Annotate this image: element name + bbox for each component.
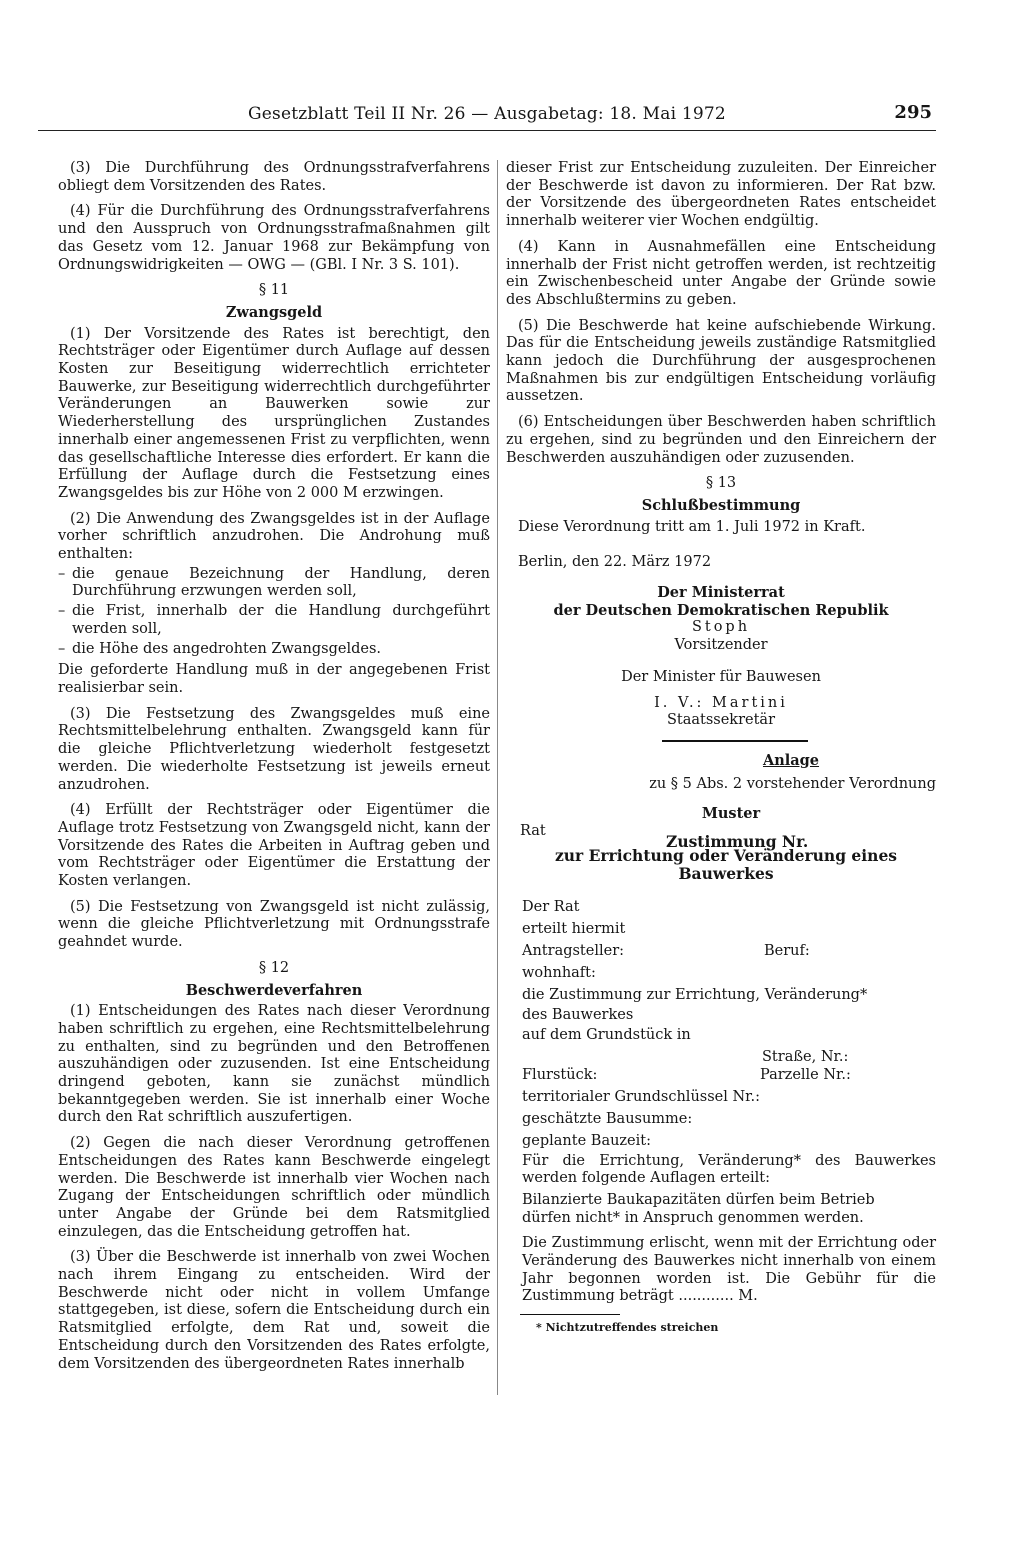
form-label-wohnhaft: wohnhaft: — [522, 964, 596, 981]
form-row — [522, 1111, 936, 1133]
separator-rule — [662, 740, 808, 742]
header-title: Gesetzblatt Teil II Nr. 26 — Ausgabetag: 18. Mai 1972 — [248, 104, 726, 124]
form-label-bauzeit: geplante Bauzeit: — [522, 1132, 651, 1149]
signature-minister: Der Minister für Bauwesen — [621, 668, 821, 685]
list-item: – die Frist, innerhalb der die Handlung durchgeführt werden soll, — [58, 603, 490, 638]
paragraph: dieser Frist zur Entscheidung zuzuleiten. Der Einreicher der Beschwerde ist davon zu informieren. Der Rat bzw. der Vorsitzende des übergeordneten Rates entscheidet innerhalb weiterer vier Wochen endgültig. — [506, 160, 936, 230]
column-divider — [497, 160, 498, 1395]
form-erlischt: Die Zustimmung erlischt, wenn mit der Errichtung oder Veränderung des Bauwerkes nicht innerhalb von einem Jahr begonnen worden ist. Die Gebühr für die Zustimmung beträgt ............ M. — [522, 1235, 936, 1305]
paragraph: (4) Erfüllt der Rechtsträger oder Eigentümer die Auflage trotz Festsetzung von Zwangsgeld nicht, kann der Vorsitzende des Rates die Arbeiten in Auftrag geben und vom Rechtsträger oder Eigentümer die Erstattung der Kosten verlangen. — [58, 802, 490, 890]
left-column — [58, 160, 490, 1381]
section-title: Beschwerdeverfahren — [185, 981, 363, 999]
annex-title: Anlage — [762, 751, 820, 769]
signature-name: I. V.: Martini — [654, 694, 788, 711]
form-row — [522, 965, 936, 987]
footnote-rule — [520, 1314, 620, 1315]
paragraph: (4) Kann in Ausnahmefällen eine Entscheidung innerhalb der Frist nicht getroffen werden, ist rechtzeitig ein Zwischenbescheid unter Angabe der Gründe sowie des Abschlußtermins zu geben. — [506, 238, 936, 308]
section-title: Zwangsgeld — [225, 303, 323, 321]
form-label-strasse: Straße, Nr.: — [762, 1048, 849, 1065]
form-label-antragsteller: Antragsteller: — [522, 942, 625, 959]
header-rule — [38, 130, 936, 131]
paragraph: (1) Entscheidungen des Rates nach dieser Verordnung haben schriftlich zu ergehen, eine Rechtsmittelbelehrung zu enthalten, sind zu begründen und den Betroffenen auszuhändigen oder zuzusenden. Ist eine Entscheidung dringend geboten, kann sie zunächst mündlich bekanntgegeben werden. Sie ist innerhalb einer Woche durch den Rat schriftlich auszufertigen. — [58, 1003, 490, 1126]
paragraph: (3) Die Festsetzung des Zwangsgeldes muß eine Rechtsmittelbelehrung enthalten. Zwangsgeld kann für die gleiche Pflichtverletzung wiederholt festgesetzt werden. Die wiederholte Festsetzung ist jeweils erneut anzudrohen. — [58, 705, 490, 793]
form-row — [522, 1007, 936, 1027]
form-label-flurstueck: Flurstück: — [522, 1066, 598, 1083]
form-label-grundschluessel: territorialer Grundschlüssel Nr.: — [522, 1088, 761, 1105]
form-bilanzierte-1: Bilanzierte Baukapazitäten dürfen beim Betrieb — [522, 1191, 875, 1208]
paragraph: (2) Die Anwendung des Zwangsgeldes ist in der Auflage vorher schriftlich anzudrohen. Die Androhung muß enthalten: — [58, 510, 490, 563]
paragraph: (1) Der Vorsitzende des Rates ist berechtigt, den Rechtsträger oder Eigentümer durch Auflage auf dessen Kosten zur Beseitigung widerrechtlich errichteter Bauwerke, zur Beseitigung widerrechtlich durchgeführter Veränderungen an Bauwerken sowie zur Wiederherstellung des ursprünglichen Zustandes innerhalb einer angemessenen Frist zu verpflichten, wenn das gesellschaftliche Interesse dies erfordert. Er kann die Erfüllung der Auflage durch die Festsetzung eines Zwangsgeldes bis zur Höhe von 2 000 M erzwingen. — [58, 325, 490, 501]
form-label-erteilt: erteilt hiermit — [522, 920, 626, 937]
paragraph: (4) Für die Durchführung des Ordnungsstrafverfahrens und den Ausspruch von Ordnungsstrafmaßnahmen gilt das Gesetz vom 12. Januar 1968 zur Bekämpfung von Ordnungswidrigkeiten — OWG — (GBl. I Nr. 3 S. 101). — [58, 203, 490, 273]
paragraph: (3) Die Durchführung des Ordnungsstrafverfahrens obliegt dem Vorsitzenden des Rates. — [58, 160, 490, 194]
signature-block — [506, 584, 936, 730]
form-auflagen: Für die Errichtung, Veränderung* des Bauwerkes werden folgende Auflagen erteilt: — [522, 1152, 936, 1187]
signature-name: Stoph — [691, 619, 751, 636]
annex-reference: zu § 5 Abs. 2 vorstehender Verordnung — [649, 775, 936, 792]
form-title-number: Zustimmung Nr. — [666, 832, 809, 852]
form-row — [522, 943, 936, 965]
form-label-beruf: Beruf: — [764, 942, 810, 959]
form-row — [522, 921, 936, 943]
section-title: Schlußbestimmung — [641, 496, 801, 514]
footnote: * Nichtzutreffendes streichen — [536, 1321, 719, 1335]
page-header — [40, 100, 940, 130]
dash-list — [58, 566, 490, 659]
signature-org: der Deutschen Demokratischen Republik — [553, 601, 889, 619]
form-label-der-rat: Der Rat — [522, 898, 580, 915]
paragraph: Diese Verordnung tritt am 1. Juli 1972 in Kraft. — [518, 518, 866, 535]
form-row — [522, 1133, 936, 1153]
form-label-zustimmung: die Zustimmung zur Errichtung, Veränderung* — [522, 986, 868, 1003]
form-label-parzelle: Parzelle Nr.: — [760, 1066, 851, 1083]
signature-role: Staatssekretär — [666, 712, 776, 729]
place-date: Berlin, den 22. März 1972 — [518, 554, 712, 571]
list-item: – die genaue Bezeichnung der Handlung, deren Durchführung erzwungen werden soll, — [58, 566, 490, 601]
paragraph: (2) Gegen die nach dieser Verordnung getroffenen Entscheidungen des Rates kann Beschwerde eingelegt werden. Die Beschwerde ist innerhalb vier Wochen nach Zugang der Entscheidungen schriftlich oder mündlich unter Angabe der Gründe bei dem Ratsmitglied einzulegen, das die Entscheidung getroffen hat. — [58, 1135, 490, 1240]
form-row — [522, 899, 936, 921]
section-number: § 11 — [258, 282, 290, 299]
signature-org: Der Ministerrat — [657, 584, 785, 602]
right-column — [506, 160, 936, 1345]
paragraph: (5) Die Festsetzung von Zwangsgeld ist nicht zulässig, wenn die gleiche Pflichtverletzung mit Ordnungsstrafe geahndet wurde. — [58, 898, 490, 951]
form-row — [522, 1089, 936, 1111]
form-row — [522, 1049, 936, 1067]
page-number: 295 — [894, 102, 932, 123]
form-fields — [506, 899, 936, 1307]
form-label-grundstueck: auf dem Grundstück in — [522, 1026, 691, 1043]
form-row — [522, 1027, 936, 1049]
list-item: – die Höhe des angedrohten Zwangsgeldes. — [58, 641, 490, 659]
form-label-bausumme: geschätzte Bausumme: — [522, 1110, 693, 1127]
paragraph: (6) Entscheidungen über Beschwerden haben schriftlich zu ergehen, sind zu begründen und den Einreichern der Beschwerden auszuhändigen oder zuzusenden. — [506, 414, 936, 466]
form-title: zur Errichtung oder Veränderung eines Bauwerkes — [554, 846, 898, 883]
form-rat-label: Rat — [520, 823, 546, 840]
form-row — [522, 987, 936, 1007]
paragraph: (3) Über die Beschwerde ist innerhalb von zwei Wochen nach ihrem Eingang zu entscheiden. Wird der Beschwerde nicht oder nicht in vollem Umfange stattgegeben, ist diese, sofern die Entscheidung durch ein Ratsmitglied erfolgte, dem Rat und, soweit die Entscheidung durch den Vorsitzenden des Rates erfolgte, dem Vorsitzenden des übergeordneten Rates innerhalb — [58, 1249, 490, 1372]
paragraph: Die geforderte Handlung muß in der angegebenen Frist realisierbar sein. — [58, 662, 490, 696]
form-label-bauwerkes: des Bauwerkes — [522, 1006, 634, 1023]
form-row — [506, 823, 936, 852]
section-number: § 13 — [705, 475, 737, 492]
section-number: § 12 — [258, 959, 290, 976]
form-bilanzierte-2: dürfen nicht* in Anspruch genommen werden. — [522, 1209, 864, 1226]
paragraph: (5) Die Beschwerde hat keine aufschiebende Wirkung. Das für die Entscheidung jeweils zuständige Ratsmitglied kann jedoch die Durchführung der ausgesprochenen Maßnahmen bis zur endgültigen Entscheidung vorläufig aussetzen. — [506, 317, 936, 405]
signature-role: Vorsitzender — [674, 637, 768, 654]
form-row — [522, 1067, 936, 1089]
form-muster-label: Muster — [701, 805, 761, 823]
